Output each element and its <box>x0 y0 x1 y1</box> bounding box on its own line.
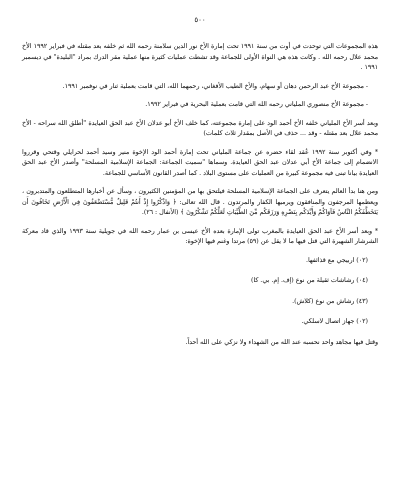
list-item: (٠٤) رشاشات ثقيلة من نوع (إف. إم. بي. كا) <box>250 277 368 284</box>
page-number: ٥٠٠ <box>194 16 206 24</box>
paragraph-quran-verse: ومن هنا بدأ العالم يتعرف على الجماعة الإسلامية المسلحة فيلتحق بها من المؤمنين الكثيرون ، وسأل عن أخبارها المتطلعون والمتدبرون ، ويعظمها المرجفون والمنافقون ويرميها الكفار والمرتدون . قال الله تعالى: ﴿ وَاذْكُرُوا إِذْ أَنتُمْ قَلِيلٌ مُّسْتَضْعَفُونَ فِي الْأَرْضِ تَخَافُونَ أَن يَتَخَطَّفَكُمُ النَّاسُ فَآوَاكُمْ وَأَيَّدَكُم بِنَصْرِهِ وَرَزَقَكُم مِّنَ الطَّيِّبَاتِ لَعَلَّكُمْ تَشْكُرُونَ ﴾ (الأنفال : ٢٦). <box>22 188 378 216</box>
list-item: (٤٣) رشاش من نوع (كلاش). <box>292 297 368 305</box>
list-item: (٠٢) جهاز اتصال لاسلكي. <box>301 318 368 325</box>
paragraph-october-meeting: * وفي أكتوبر سنة ١٩٩٢ عُقد لقاء حضره عن جماعة الملياني تحت إمارة أحمد الود الإخوة منير وسيد أحمد لحرايلي وقتحي وقرروا الانضمام إلى جماعة الأخ أبي عدلان عبد الحق العيايدة. وسماها "سميت الجماعة: الجماعة الإسلامية المسلحة" وأصدر الأخ عبد الحق العيايدة بيانا تبنى فيه مجموعة كبيرة من العمليات على مستوى البلاد . كما أصدر القانون الأساسي للجماعة. <box>22 148 378 177</box>
spoils-list <box>22 256 378 328</box>
paragraph-closing: وقتل فيها مجاهد واحد نحسبه عند الله من الشهداء ولا نزكي على الله أحداً. <box>185 338 378 346</box>
paragraph-group-dahhan: - مجموعة الأخ عبد الرحمن دهان أو سهام، والأخ الطيب الأفغاني، رحمهما الله، التي قامت بعملية ثنار في نوفمبر ١٩٩١. <box>62 82 368 90</box>
paragraph-chrachar-battle: * وبعد أسر الأخ عبد الحق العيايدة بالمغرب تولى الإمارة بعده الأخ عيسى بن عمار رحمه الله في جويلية سنة ١٩٩٣ والذي قاد معركة الشرشار الشهيرة التي قتل فيها ما لا يقل عن (٥٩) مرتدا وغنم فيها الإخوة: <box>22 227 378 245</box>
paragraph-groups-unification: هذه المجموعات التي توحدت في أوت من سنة ١٩٩١ تحت إمارة الأخ نور الدين سلامنة رحمه الله ثم خلفه بعد مقتله في فبراير ١٩٩٢ الأخ محمد علال رحمه الله . وكانت هذه هي النواة الأولى للجماعة وقد تشطت عمليات كثيرة منها عملية مقر الدرك بمراد "البليدة" في ديسمبر ١٩٩١ . <box>22 43 378 71</box>
paragraph-succession: وبعد أسر الأخ الملياني خلفه الأخ أحمد الود على إمارة مجموعته، كما خلف الأخ أبو عدلان الأخ عبد الحق العيايدة "أطلق الله سراحه - الأخ محمد علال بعد مقتله - وقد ... حذف في الأصل بمقدار ثلاث كلمات) <box>22 119 378 137</box>
paragraph-group-mansouri: - مجموعة الأخ منصوري الملياني رحمه الله التي قامت بعملية البحرية في فبراير ١٩٩٢. <box>145 101 368 108</box>
list-item: (٠٢) اربيجي مع قذائفها. <box>305 256 368 264</box>
